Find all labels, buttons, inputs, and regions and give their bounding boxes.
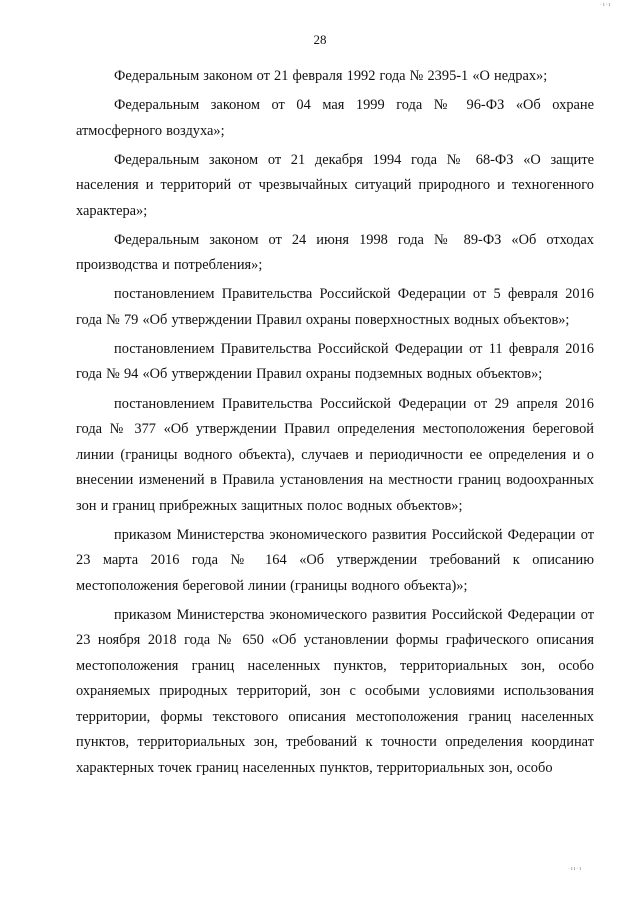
scan-artifact-top: ·ı·ı <box>600 2 612 8</box>
paragraph: постановлением Правительства Российской Федерации от 29 апреля 2016 года № 377 «Об утверждении Правил определения местоположения береговой линии (границы водного объекта), случаев и периодичности ее определения и о внесении изменений в Правила установления на местности границ водоохранных зон и границ прибрежных защитных полос водных объектов»; <box>76 395 594 514</box>
paragraph: постановлением Правительства Российской Федерации от 11 февраля 2016 года № 94 «Об утверждении Правил охраны подземных водных объектов»; <box>76 340 594 383</box>
paragraph: постановлением Правительства Российской Федерации от 5 февраля 2016 года № 79 «Об утверждении Правил охраны поверхностных водных объектов»; <box>76 286 594 328</box>
scan-artifact-bottom: ·ıı·ı <box>568 866 582 872</box>
page-number: 28 <box>313 32 327 47</box>
paragraph: Федеральным законом от 04 мая 1999 года № 96-ФЗ «Об охране атмосферного воздуха»; <box>76 97 594 139</box>
document-body <box>76 64 594 785</box>
paragraph: Федеральным законом от 24 июня 1998 года № 89-ФЗ «Об отходах производства и потребления»; <box>76 231 594 274</box>
paragraph: Федеральным законом от 21 декабря 1994 года № 68-ФЗ «О защите населения и территорий от чрезвычайных ситуаций природного и техногенного характера»; <box>76 151 594 219</box>
paragraph: Федеральным законом от 21 февраля 1992 года № 2395-1 «О недрах»; <box>114 68 548 84</box>
paragraph: приказом Министерства экономического развития Российской Федерации от 23 марта 2016 года № 164 «Об утверждении требований к описанию местоположения береговой линии (границы водного объекта)»; <box>76 526 594 594</box>
paragraph: приказом Министерства экономического развития Российской Федерации от 23 ноября 2018 года № 650 «Об установлении формы графического описания местоположения границ населенных пунктов, территориальных зон, особо охраняемых природных территорий, зон с особыми условиями использования территории, формы текстового описания местоположения границ населенных пунктов, территориальных зон, требований к точности определения координат характерных точек границ населенных пунктов, территориальных зон, особо <box>76 606 594 776</box>
